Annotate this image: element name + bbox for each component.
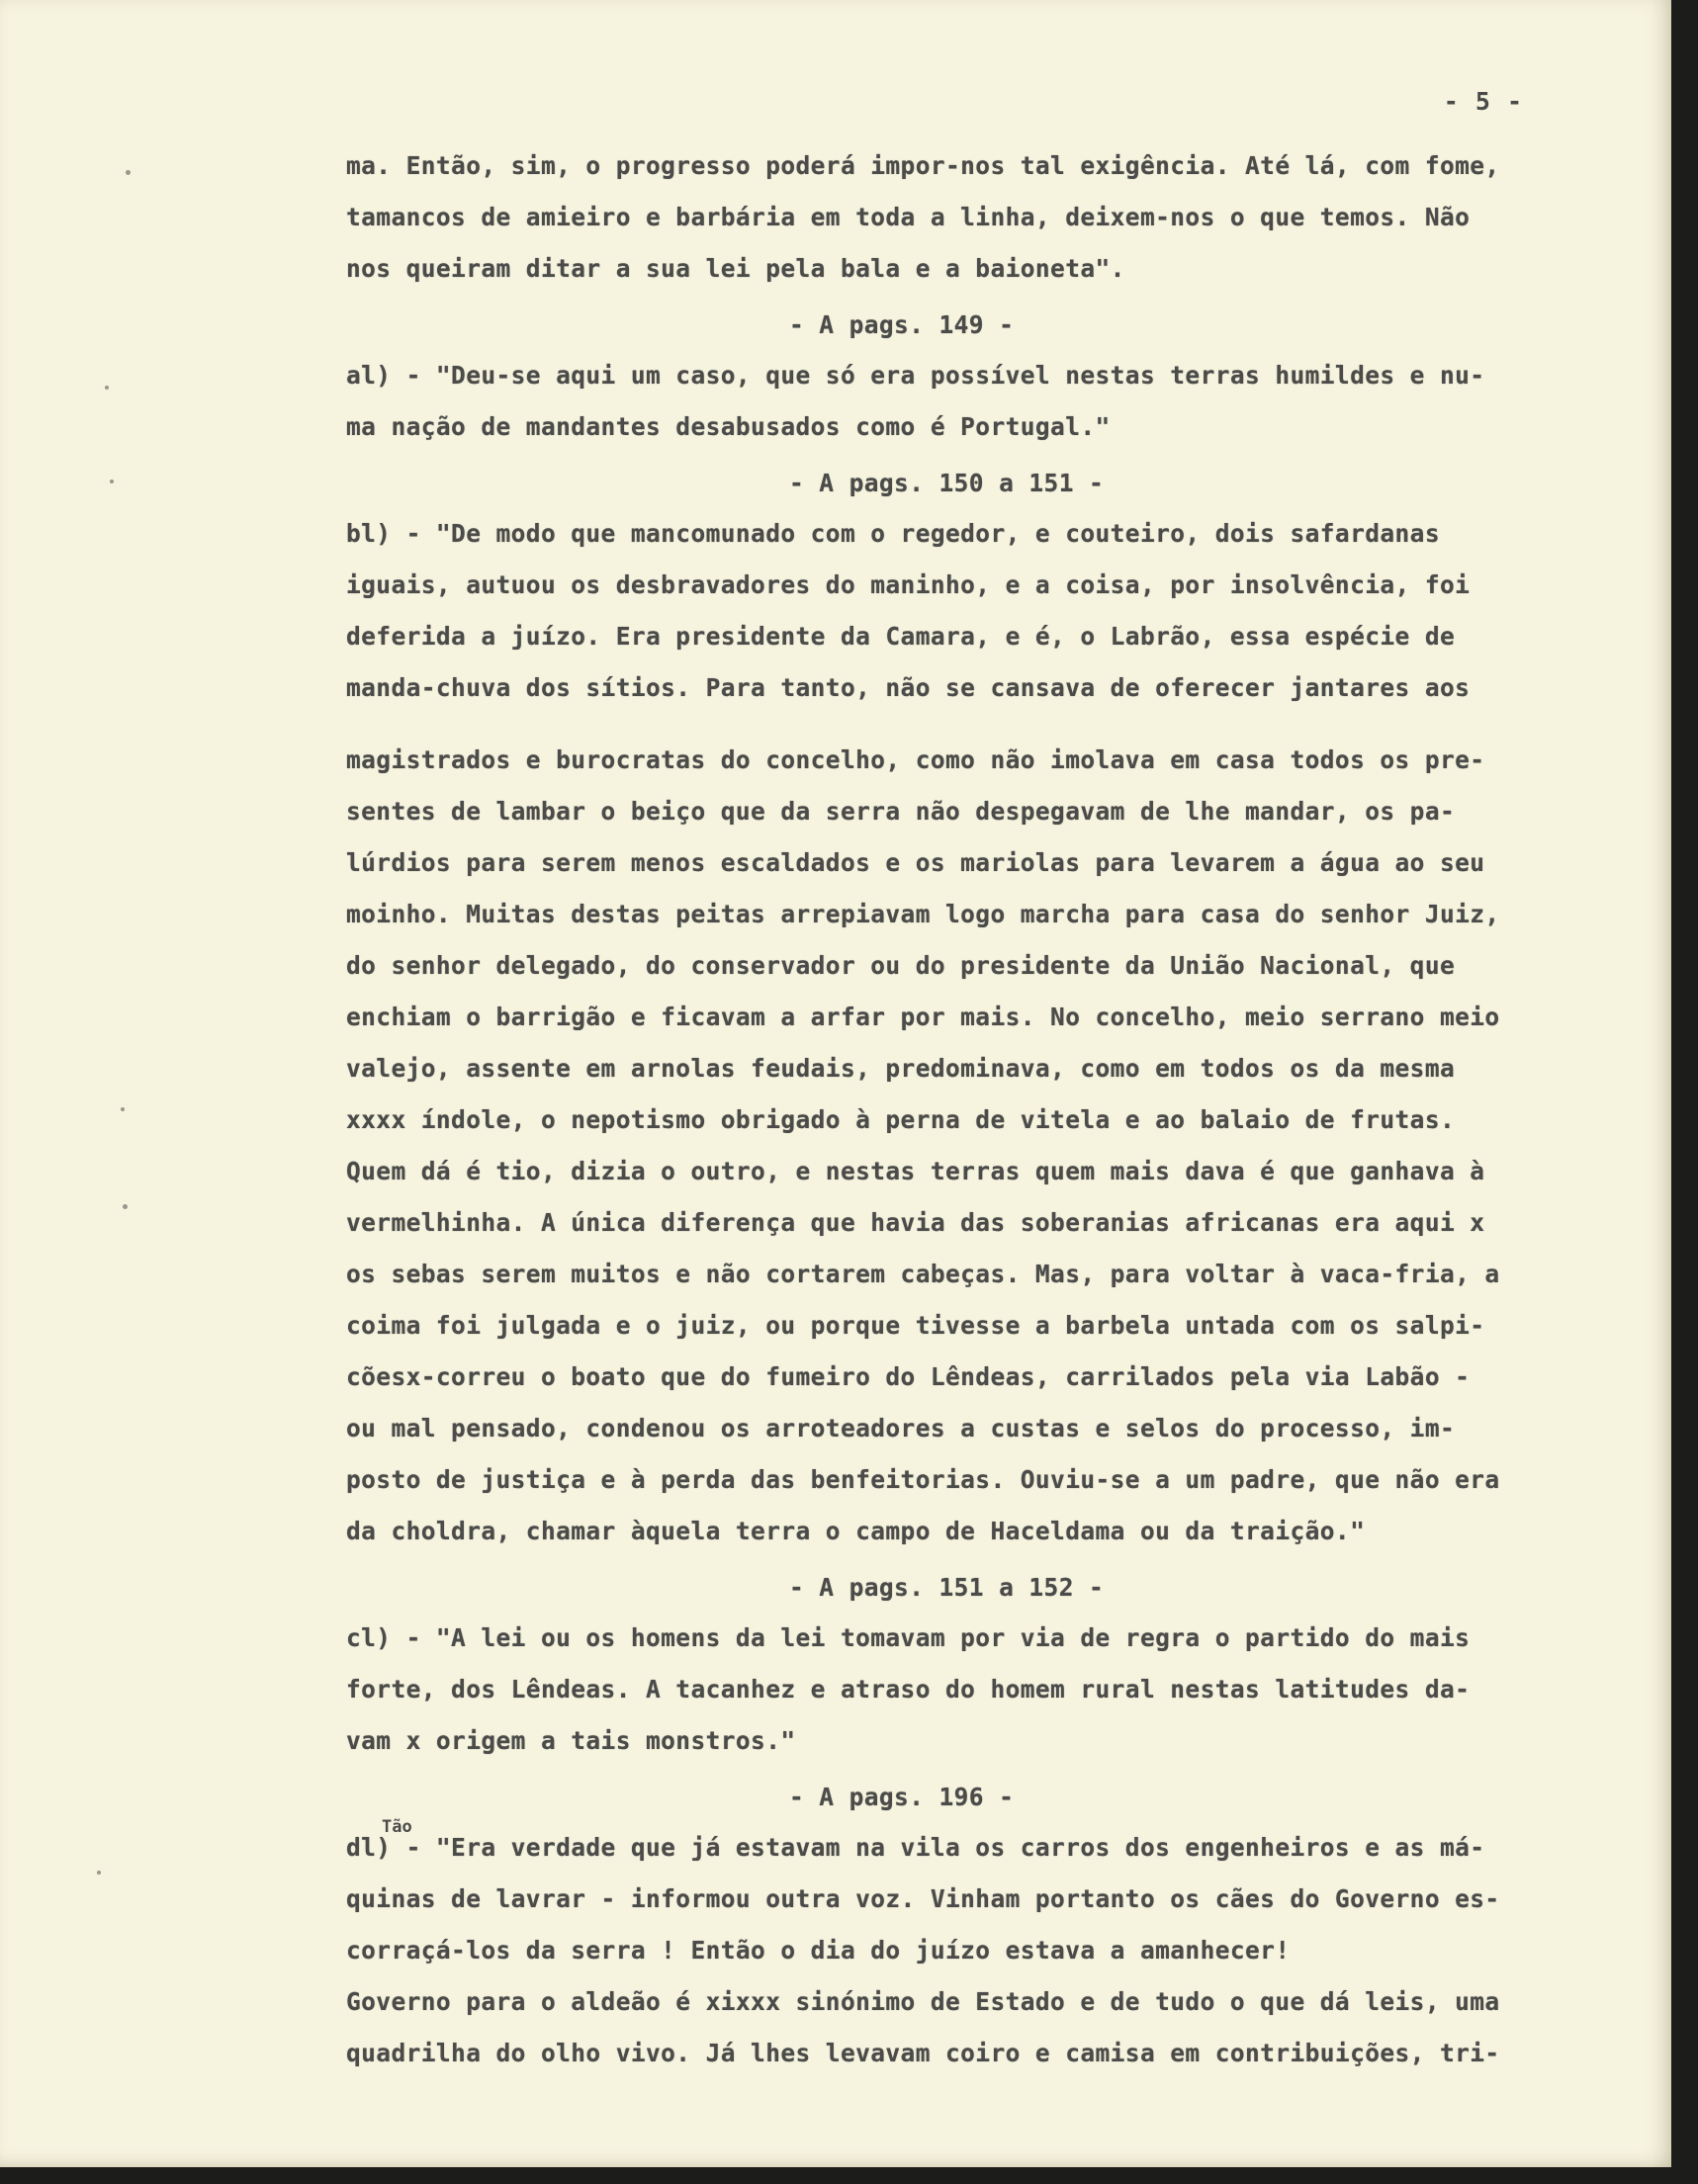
text-line: cl) - "A lei ou os homens da lei tomavam por via de regra o partido do mais xyxy=(346,1623,1471,1652)
text-line: Quem dá é tio, dizia o outro, e nestas terras quem mais dava é que ganhava à xyxy=(346,1157,1485,1185)
text-line: da choldra, chamar àquela terra o campo de Haceldama ou da traição." xyxy=(346,1517,1366,1545)
text-line: do senhor delegado, do conservador ou do presidente da União Nacional, que xyxy=(346,951,1456,980)
text-line: posto de justiça e à perda das benfeitorias. Ouviu-se a um padre, que não era xyxy=(346,1465,1500,1494)
margin-speck xyxy=(110,480,114,483)
text-line: ma. Então, sim, o progresso poderá impor-nos tal exigência. Até lá, com fome, xyxy=(346,151,1500,180)
text-line: quadrilha do olho vivo. Já lhes levavam coiro e camisa em contribuições, tri- xyxy=(346,2039,1500,2067)
text-line: iguais, autuou os desbravadores do maninho, e a coisa, por insolvência, foi xyxy=(346,570,1471,599)
text-line: deferida a juízo. Era presidente da Camara, e é, o Labrão, essa espécie de xyxy=(346,622,1456,651)
page-reference-heading: - A pags. 150 a 151 - xyxy=(789,469,1105,497)
text-line: sentes de lambar o beiço que da serra não despegavam de lhe mandar, os pa- xyxy=(346,797,1456,826)
page-number: - 5 - xyxy=(1443,87,1523,116)
text-line: quinas de lavrar - informou outra voz. Vinham portanto os cães do Governo es- xyxy=(346,1884,1500,1913)
text-line: ou mal pensado, condenou os arroteadores a custas e selos do processo, im- xyxy=(346,1414,1456,1442)
text-line: os sebas serem muitos e não cortarem cabeças. Mas, para voltar à vaca-fria, a xyxy=(346,1260,1500,1288)
margin-speck xyxy=(126,170,131,175)
margin-speck xyxy=(105,386,109,390)
paragraph-gap xyxy=(346,714,1622,735)
text-line: forte, dos Lêndeas. A tacanhez e atraso do homem rural nestas latitudes da- xyxy=(346,1675,1471,1704)
text-line: ma nação de mandantes desabusados como é Portugal." xyxy=(346,412,1111,441)
text-line: cõesx-correu o boato que do fumeiro do Lêndeas, carrilados pela via Labão - xyxy=(346,1362,1471,1391)
text-line: valejo, assente em arnolas feudais, predominava, como em todos os da mesma xyxy=(346,1054,1456,1083)
text-line: lúrdios para serem menos escaldados e os mariolas para levarem a água ao seu xyxy=(346,848,1485,877)
page-reference-heading: - A pags. 151 a 152 - xyxy=(789,1573,1105,1602)
document-body xyxy=(346,140,1622,2079)
text-line: al) - "Deu-se aqui um caso, que só era possível nestas terras humildes e nu- xyxy=(346,361,1485,390)
overwrite-correction: Tão xyxy=(382,1817,412,1837)
margin-speck xyxy=(121,1107,125,1111)
text-line: manda-chuva dos sítios. Para tanto, não se cansava de oferecer jantares aos xyxy=(346,673,1471,702)
page-reference-heading: - A pags. 196 - xyxy=(789,1783,1015,1811)
text-line: Governo para o aldeão é xixxx sinónimo de Estado e de tudo o que dá leis, uma xyxy=(346,1987,1500,2016)
margin-speck xyxy=(123,1204,128,1209)
text-line: corraçá-los da serra ! Então o dia do juízo estava a amanhecer! xyxy=(346,1936,1291,1965)
text-line: vermelhinha. A única diferença que havia das soberanias africanas era aqui x xyxy=(346,1208,1485,1237)
text-line: moinho. Muitas destas peitas arrepiavam logo marcha para casa do senhor Juiz, xyxy=(346,900,1500,928)
text-line: tamancos de amieiro e barbária em toda a linha, deixem-nos o que temos. Não xyxy=(346,203,1471,231)
text-line: coima foi julgada e o juiz, ou porque tivesse a barbela untada com os salpi- xyxy=(346,1311,1485,1340)
text-line: magistrados e burocratas do concelho, como não imolava em casa todos os pre- xyxy=(346,745,1485,774)
text-line: dl) - "Era verdade que já estavam na vila os carros dos engenheiros e as má- xyxy=(346,1833,1485,1862)
text-line: vam x origem a tais monstros." xyxy=(346,1726,796,1755)
text-line: nos queiram ditar a sua lei pela bala e a baioneta". xyxy=(346,254,1125,283)
page-reference-heading: - A pags. 149 - xyxy=(789,310,1015,339)
margin-speck xyxy=(97,1871,101,1875)
text-line: enchiam o barrigão e ficavam a arfar por mais. No concelho, meio serrano meio xyxy=(346,1003,1500,1031)
text-line: bl) - "De modo que mancomunado com o regedor, e couteiro, dois safardanas xyxy=(346,519,1440,548)
text-line: xxxx índole, o nepotismo obrigado à perna de vitela e ao balaio de frutas. xyxy=(346,1105,1456,1134)
